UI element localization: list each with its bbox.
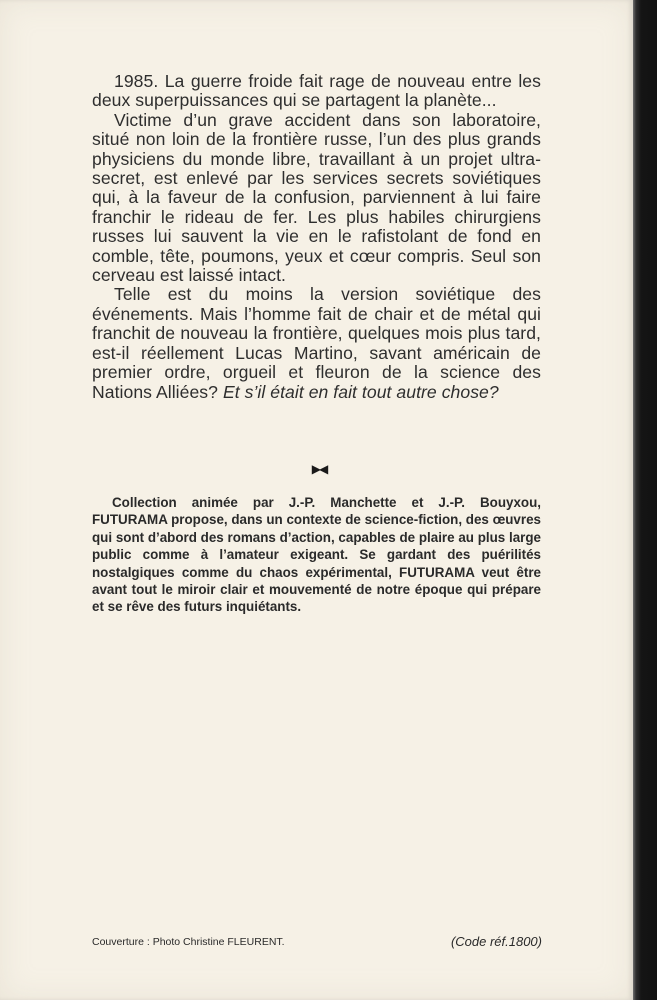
collection-text: Collection animée par J.-P. Manchette et J.-P. Bouyxou, FUTURAMA propose, dans un contexte de science-fiction, des œuvres qui sont d’abord des romans d’action, capables de plaire au plus large public comme à l’amateur exigeant. Se gardant des puérilités nostalgiques comme du chaos expérimental, FUTURAMA veut être avant tout le miroir clair et mouvementé de notre époque qui prépare et se rêve des futurs inquiétants. xyxy=(92,495,541,615)
blurb-closing-question: Et s’il était en fait tout autre chose? xyxy=(222,381,499,402)
cover-photo-credit: Couverture : Photo Christine FLEURENT. xyxy=(92,936,285,948)
book-spine-edge xyxy=(633,0,657,1000)
collection-description xyxy=(92,494,541,616)
blurb-paragraph-2: Victime d’un grave accident dans son laboratoire, situé non loin de la frontière russe, l’un des plus grands physiciens du monde libre, travaillant à un projet ultra-secret, est enlevé par les services secrets soviétiques qui, à la faveur de la confusion, parviennent à lui faire franchir le rideau de fer. Les plus habiles chirurgiens russes lui sauvent la vie en le rafistolant de fond en comble, tête, poumons, yeux et cœur compris. Seul son cerveau est laissé intact. xyxy=(92,109,541,286)
bowtie-ornament-icon: ▶◀ xyxy=(311,462,327,476)
blurb-paragraph-3 xyxy=(92,285,541,401)
blurb-paragraph-3-text: Telle est du moins la version soviétique des événements. Mais l’homme fait de chair et de métal qui franchit de nouveau la frontière, quelques mois plus tard, est-il réellement Lucas Martino, savant américain de premier ordre, orgueil et fleuron de la science des Nations Alliées? xyxy=(92,284,541,402)
reference-code: (Code réf.1800) xyxy=(450,934,542,949)
blurb-paragraph-1: 1985. La guerre froide fait rage de nouveau entre les deux superpuissances qui se partagent la planète... xyxy=(92,71,541,111)
back-cover-blurb xyxy=(92,72,541,402)
